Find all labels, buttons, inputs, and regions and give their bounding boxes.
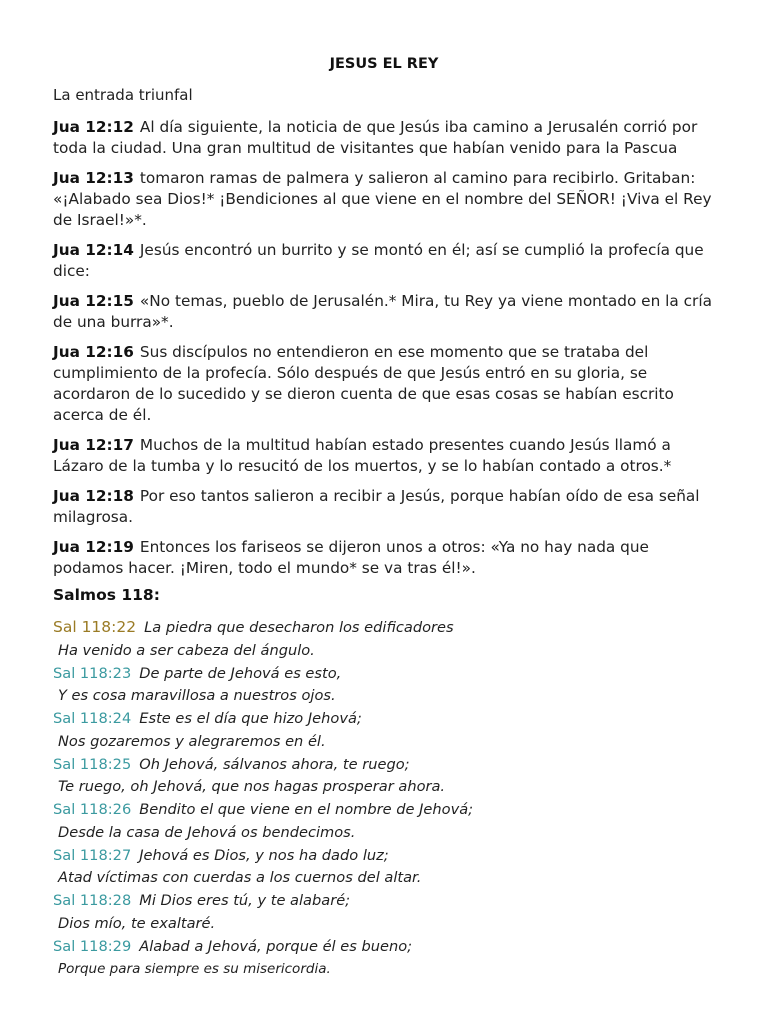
verse-text: Entonces los fariseos se dijeron unos a otros: «Ya no hay nada que podamos hacer. ¡Miren, todo el mundo* se va tras él!». — [53, 538, 649, 577]
psalm-reference: Sal 118:28 — [53, 892, 132, 909]
verse-paragraph — [53, 342, 723, 426]
psalm-text: Alabad a Jehová, porque él es bueno; — [139, 937, 413, 955]
verse-reference: Jua 12:14 — [53, 241, 134, 259]
psalm-heading: Salmos 118: — [53, 586, 160, 604]
psalm-text: Este es el día que hizo Jehová; — [139, 710, 362, 727]
psalm-line — [53, 708, 733, 731]
psalm-line — [53, 754, 733, 777]
psalm-verses — [53, 616, 733, 981]
verse-reference: Jua 12:17 — [53, 436, 134, 454]
psalm-line — [53, 799, 733, 822]
verse-paragraph — [53, 435, 723, 477]
psalm-continuation: Te ruego, oh Jehová, que nos hagas prosperar ahora. — [58, 778, 446, 796]
psalm-line — [53, 936, 733, 959]
psalm-text: Bendito el que viene en el nombre de Jehová; — [139, 801, 474, 818]
verse-text: Muchos de la multitud habían estado presentes cuando Jesús llamó a Lázaro de la tumba y lo resucitó de los muertos, y se lo habían contado a otros.* — [53, 436, 672, 475]
verse-text: «No temas, pueblo de Jerusalén.* Mira, tu Rey ya viene montado en la cría de una burra»*. — [53, 292, 712, 331]
verse-text: Sus discípulos no entendieron en ese momento que se trataba del cumplimiento de la profecía. Sólo después de que Jesús entró en su gloria, se acordaron de lo sucedido y se dieron cuenta de que esas cosas se habían escrito acerca de él. — [53, 343, 674, 424]
psalm-continuation: Porque para siempre es su misericordia. — [58, 961, 331, 978]
verse-reference: Jua 12:13 — [53, 169, 134, 187]
psalm-continuation: Atad víctimas con cuerdas a los cuernos del altar. — [58, 869, 422, 887]
psalm-reference: Sal 118:27 — [53, 846, 132, 864]
psalm-continuation: Y es cosa maravillosa a nuestros ojos. — [58, 687, 336, 705]
psalm-line — [53, 845, 733, 868]
verse-text: Por eso tantos salieron a recibir a Jesús, porque habían oído de esa señal milagrosa. — [53, 487, 700, 526]
psalm-line — [53, 663, 733, 686]
psalm-text: La piedra que desecharon los edificadores — [144, 619, 454, 636]
document-title: JESUS EL REY — [329, 56, 439, 72]
verse-paragraph — [53, 117, 723, 159]
verse-paragraph — [53, 240, 723, 282]
verse-paragraph — [53, 486, 723, 528]
verse-reference: Jua 12:19 — [53, 538, 134, 556]
verse-text: Al día siguiente, la noticia de que Jesús iba camino a Jerusalén corrió por toda la ciudad. Una gran multitud de visitantes que habían venido para la Pascua — [53, 118, 698, 157]
psalm-reference: Sal 118:29 — [53, 937, 132, 955]
psalm-reference: Sal 118:25 — [53, 755, 132, 773]
psalm-continuation: Desde la casa de Jehová os bendecimos. — [58, 823, 356, 841]
psalm-continuation: Dios mío, te exaltaré. — [58, 914, 216, 932]
psalm-text: Jehová es Dios, y nos ha dado luz; — [139, 846, 389, 864]
verse-paragraph — [53, 168, 723, 231]
verse-text: Jesús encontró un burrito y se montó en él; así se cumplió la profecía que dice: — [53, 241, 704, 280]
psalm-text: Mi Dios eres tú, y te alabaré; — [139, 892, 351, 909]
psalm-text: Oh Jehová, sálvanos ahora, te ruego; — [139, 755, 410, 773]
verse-reference: Jua 12:15 — [53, 292, 134, 310]
verse-paragraph — [53, 537, 723, 579]
john-verses — [53, 117, 723, 588]
psalm-text: De parte de Jehová es esto, — [139, 664, 342, 682]
verse-reference: Jua 12:18 — [53, 487, 134, 505]
section-subtitle: La entrada triunfal — [53, 86, 193, 104]
psalm-line — [53, 890, 733, 913]
psalm-reference: Sal 118:24 — [53, 710, 132, 727]
verse-reference: Jua 12:16 — [53, 343, 134, 361]
verse-paragraph — [53, 291, 723, 333]
psalm-reference: Sal 118:22 — [53, 618, 137, 636]
psalm-line — [53, 616, 733, 640]
psalm-continuation: Nos gozaremos y alegraremos en él. — [58, 732, 326, 750]
verse-reference: Jua 12:12 — [53, 118, 134, 136]
psalm-continuation: Ha venido a ser cabeza del ángulo. — [58, 641, 315, 659]
psalm-reference: Sal 118:26 — [53, 801, 132, 818]
verse-text: tomaron ramas de palmera y salieron al camino para recibirlo. Gritaban: «¡Alabado sea Dios!* ¡Bendiciones al que viene en el nombre del SEÑOR! ¡Viva el Rey de Israel!»*. — [53, 169, 712, 229]
psalm-reference: Sal 118:23 — [53, 664, 132, 682]
